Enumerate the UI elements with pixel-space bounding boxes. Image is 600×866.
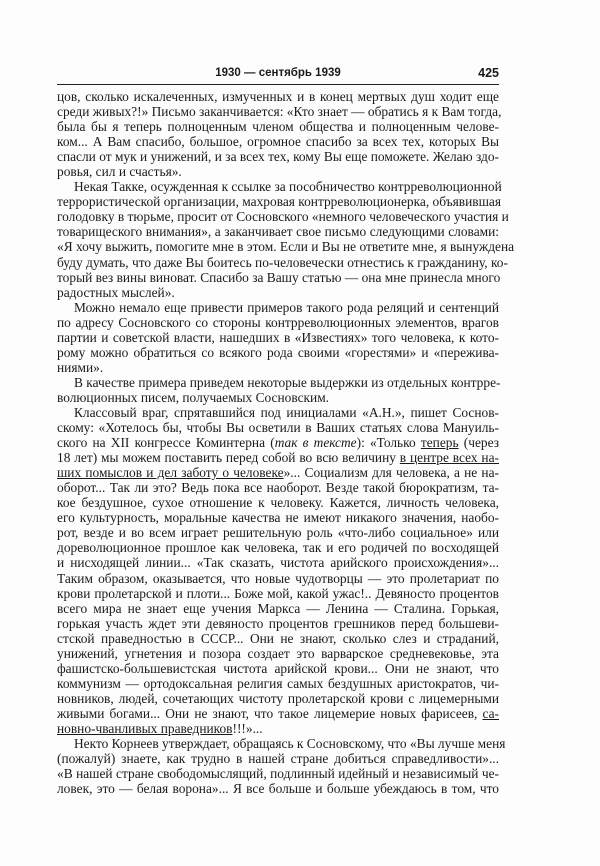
underlined-text: в центре всех на- (399, 450, 499, 466)
text-line (57, 766, 499, 781)
text-segment: (через (458, 435, 500, 451)
text-segment: и нисходящей линии... «Так сказать, чистота арийского происхождения»... (57, 555, 499, 571)
text-line (57, 736, 506, 752)
text-line (57, 601, 499, 616)
italic-text: так в тексте (274, 435, 357, 451)
text-line (57, 285, 499, 300)
text-line (57, 706, 499, 721)
page-header (57, 66, 499, 85)
text-segment: »... Социализм для человека, а не на- (283, 465, 499, 481)
text-line (57, 89, 499, 104)
text-segment: Некто Корнеев утверждает, обращаясь к Сосновскому, что «Вы лучше меня (74, 736, 506, 752)
text-segment: (пожалуй) знаете, как трудно в нашей стране добиться справедливости»... (57, 751, 499, 767)
text-segment: Классовый враг, спрятавшийся под инициалами «А.Н.», пишет Соснов- (74, 404, 499, 420)
text-line (57, 495, 499, 510)
page-number: 425 (478, 66, 499, 80)
text-segment: террористической организации, махровая контрреволюционерка, объявившая (57, 194, 502, 210)
text-segment: голодовку в тюрьме, просит от Сосновского «немного человеческого участия и (57, 209, 509, 225)
text-segment: новников, людей, сочетающих чистоту пролетарской крови с лицемерными (57, 690, 499, 706)
underlined-text: новно-чванливых праведников (57, 720, 233, 736)
text-segment: ровья, сил и счастья». (57, 164, 182, 180)
text-line (57, 134, 499, 149)
text-line (57, 571, 499, 586)
text-line (57, 420, 499, 435)
text-segment: волюционных писем, получаемых Сосновским. (57, 389, 330, 405)
text-segment: рот, везде и во всем играет решительную роль «что-либо социальное» или (57, 525, 499, 541)
text-segment: крови пролетарской и плоти... Боже мой, какой ужас!.. Девяносто процентов (57, 585, 499, 601)
text-segment: оборот... Так ли это? Ведь пока все наоборот. Везде такой бюрократизм, та- (57, 480, 499, 496)
text-segment: стской праведностью в СССР... Они не знают, сколько слез и страданий, (57, 630, 499, 646)
text-segment: ниями». (57, 359, 104, 375)
text-segment: буду думать, что даже Вы боитесь по-человечески отнестись к гражданину, ко- (57, 254, 508, 270)
text-line (57, 586, 499, 601)
text-segment: рому можно обратиться со всякого рода своими «горестями» и «пережива- (57, 344, 499, 360)
text-line (57, 555, 499, 570)
text-line (57, 239, 515, 255)
text-line (57, 149, 499, 164)
text-line (57, 315, 499, 330)
text-segment: ком... А Вам спасибо, большое, огромное спасибо за всех тех, которых Вы (57, 134, 499, 150)
text-line (57, 646, 499, 661)
text-segment: ского на XII конгрессе Коминтерна ( (57, 435, 275, 451)
text-segment: по адресу Сосновского со стороны контрреволюционных элементов, врагов (57, 314, 499, 330)
text-line (57, 119, 499, 134)
text-segment: унижений, угнетения и позора создает это варварское средневековье, эта (57, 645, 499, 661)
text-segment: всего мира не знает еще учения Маркса — Ленина — Сталина. Горькая, (57, 600, 499, 616)
text-line (57, 300, 499, 315)
text-line (57, 751, 499, 766)
text-line (57, 360, 499, 375)
text-segment: скому: «Хотелось бы, чтобы Вы осветили в Ваших статьях слова Мануиль- (57, 420, 499, 436)
text-line (57, 330, 499, 345)
text-segment: радостных мыслей». (57, 284, 175, 300)
text-segment: спасли от мук и унижений, и за всех тех, кому Вы еще поможете. Желаю здо- (57, 149, 499, 165)
text-segment: «Я хочу выжить, помогите мне в этом. Если и Вы не ответите мне, я вынуждена (57, 239, 515, 255)
text-segment: его культурность, моральные качества не имеют никакого значения, наобо- (57, 510, 499, 526)
underlined-text: теперь (420, 435, 459, 451)
text-segment: фашистско-большевистская чистота арийской крови... Они не знают, что (57, 660, 499, 676)
text-line (57, 661, 499, 676)
text-line (57, 465, 499, 480)
text-line (57, 721, 499, 736)
text-segment: Можно немало еще привести примеров такого рода реляций и сентенций (74, 299, 499, 315)
text-line (57, 254, 508, 270)
text-segment: !!!»... (232, 720, 263, 736)
text-line (57, 435, 499, 450)
text-segment: была бы я теперь полноценным членом общества и полноценным челове- (57, 119, 499, 135)
text-line (57, 405, 499, 420)
text-segment: коммунизм — ортодоксальная религия самых бездушных аристократов, чи- (57, 675, 499, 691)
text-line (57, 270, 499, 285)
text-line (57, 345, 499, 360)
text-segment: 18 лет) мы можем поставить перед собой во всю величину (57, 450, 400, 466)
text-line (57, 390, 499, 405)
text-segment: В качестве примера приведем некоторые выдержки из отдельных контрре- (74, 374, 501, 390)
text-segment: «В нашей стране свободомыслящий, подлинный идейный и независимый че- (57, 766, 499, 782)
text-line (57, 525, 499, 540)
text-line (57, 224, 499, 239)
underlined-text: ших помыслов и дел заботу о человеке (57, 465, 284, 481)
text-line (57, 375, 499, 390)
text-line (57, 631, 499, 646)
text-segment: ловек, это — белая ворона»... Я все больше и больше убеждаюсь в том, что (57, 781, 499, 797)
text-segment: Некая Такке, осужденная к ссылке за пособничество контрреволюционной (74, 179, 502, 195)
text-segment: горькая участь ждет эти девяносто процентов грешников перед большеви- (57, 615, 499, 631)
text-line (57, 164, 499, 179)
text-segment: партии и советской власти, нашедших в «Известиях» того человека, к кото- (57, 329, 499, 345)
text-segment: цов, сколько искалеченных, измученных и в конец мертвых душ ходит еще (57, 89, 499, 104)
text-segment: ): «Только (356, 435, 421, 451)
text-segment: кое бездушное, сухое отношение к человеку. Кажется, личность человека, (57, 495, 499, 511)
text-line (57, 480, 499, 495)
text-segment: среди живых?!» Письмо заканчивается: «Кто знает — обратись я к Вам тогда, (57, 104, 502, 120)
text-line (57, 616, 499, 631)
text-line (57, 194, 502, 210)
running-title: 1930 — сентябрь 1939 (215, 67, 341, 79)
text-line (57, 450, 499, 465)
underlined-text: са- (482, 705, 499, 721)
text-line (57, 104, 502, 120)
text-line (57, 209, 509, 225)
text-segment: торый вез вины виноват. Спасибо за Вашу статью — она мне принесла много (57, 269, 501, 285)
text-segment: дореволюционное прошлое как человека, так и его родичей по восходящей (57, 540, 499, 556)
text-segment: товарищеского внимания», а заканчивает свое письмо следующими словами: (57, 224, 499, 240)
text-segment: Таким образом, оказывается, что новые чудотворцы — это пролетариат по (57, 570, 499, 586)
text-line (57, 691, 499, 706)
text-line (57, 676, 499, 691)
text-line (57, 179, 502, 195)
text-line (57, 781, 499, 796)
text-segment: живыми богами... Они не знают, что такое лицемерие новых фарисеев, (57, 705, 483, 721)
page-body-text (57, 89, 515, 797)
text-line (57, 540, 499, 555)
text-line (57, 510, 499, 525)
